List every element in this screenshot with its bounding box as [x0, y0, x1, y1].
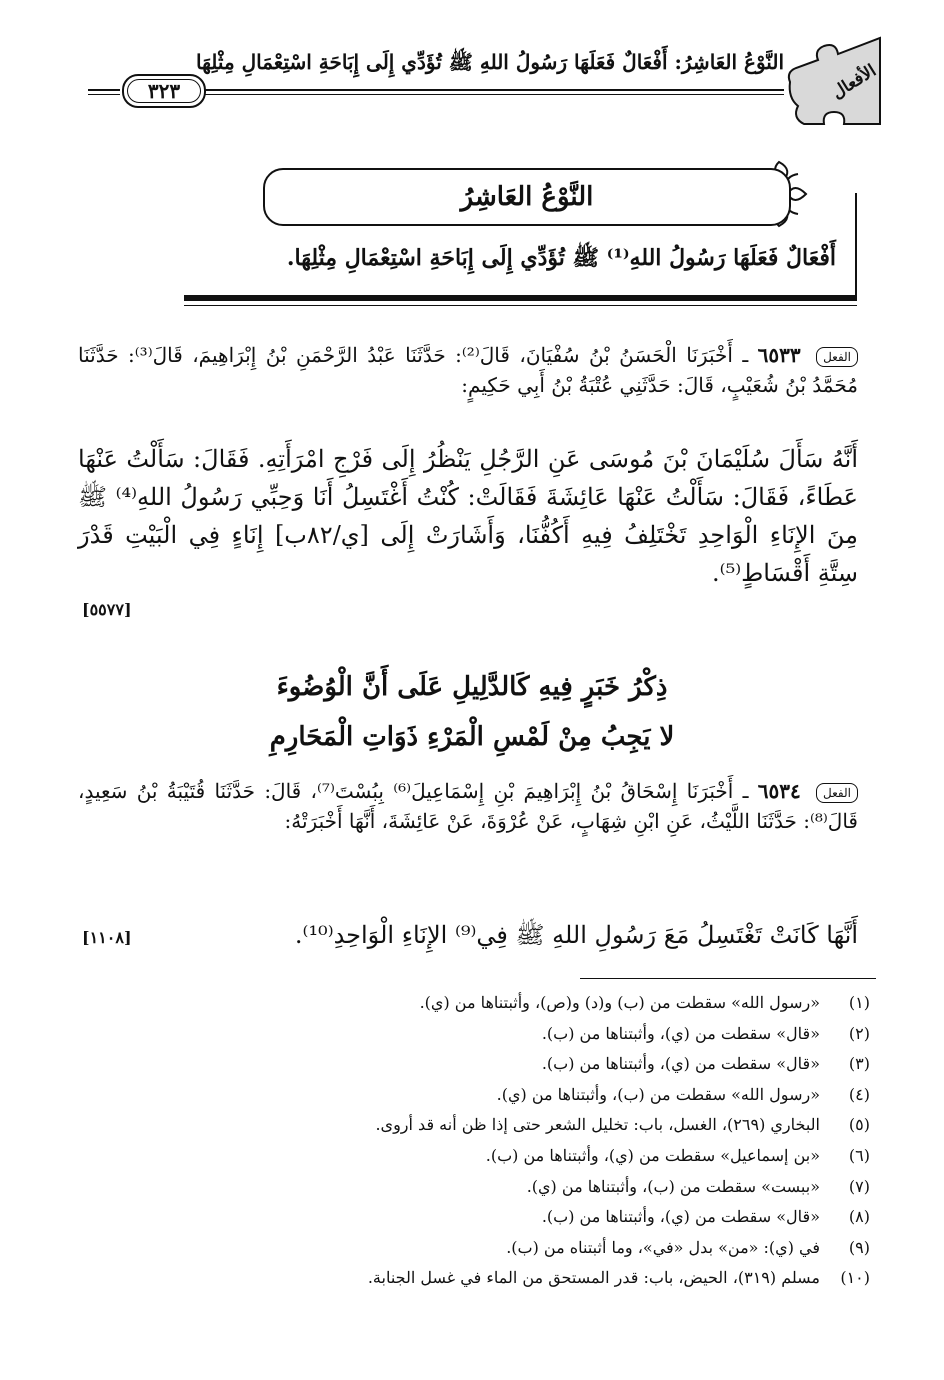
section-subtitle: أَفْعَالٌ فَعَلَهَا رَسُولُ اللهِ⁽¹⁾ ﷺ تُؤَدِّي إِلَى إِبَاحَةِ اسْتِعْمَالِ مِثْلِهَا.	[286, 245, 836, 271]
footnote	[50, 1263, 870, 1294]
footnote-number: (١)	[848, 993, 870, 1012]
footnote-text: «قال» سقطت من (ي)، وأثبتناها من (ب).	[541, 1023, 820, 1043]
hadith-reference: [١١٠٨]	[82, 928, 132, 947]
footnote-text: البخاري (٢٦٩)، الغسل، باب: تخليل الشعر حتى إذا ظن أنه قد أروى.	[375, 1115, 820, 1135]
section-title: النَّوْعُ العَاشِرُ	[460, 182, 594, 212]
hadith-matn: أَنَّهُ سَأَلَ سُلَيْمَانَ بْنَ مُوسَى عَنِ الرَّجُلِ يَنْظُرُ إِلَى فَرْجِ امْرَأَتِهِ. فَقَالَ: سَأَلْتُ عَنْهَا عَطَاءً، فَقَالَ: سَأَلْتُ عَنْهَا عَائِشَةَ فَقَالَتْ: كُنْتُ أَغْتَسِلُ أَنَا وَحِبِّي رَسُولُ اللهِ⁽⁴⁾ ﷺ مِنَ الإِنَاءِ الْوَاحِدِ تَخْتَلِفُ فِيهِ أَكُفُّنَا، وَأَشَارَتْ إِلَى [ي/٨٢ب] إِنَاءٍ فِي الْبَيْتِ قَدْرَ سِتَّةِ أَقْسَاطٍ⁽⁵⁾.	[78, 445, 858, 587]
chapter-heading-line: ذِكْرُ خَبَرٍ فِيهِ كَالدَّلِيلِ عَلَى أَنَّ الْوُضُوءَ	[276, 672, 668, 702]
footnote-text: «رسول الله» سقطت من (ب) و(د) و(ص)، وأثبتناها من (ي).	[419, 993, 820, 1012]
corner-tab-label: الأفعال	[828, 60, 880, 104]
footnote-text: «قال» سقطت من (ي)، وأثبتناها من (ب).	[541, 1207, 820, 1227]
footnote-number: (٦)	[848, 1145, 870, 1165]
section-rule-thick	[184, 295, 857, 301]
hadith-number: ٦٥٣٣	[757, 343, 801, 367]
header-rule-left	[88, 89, 120, 95]
section-rule-thin	[184, 305, 857, 306]
footnote-text: «بن إسماعيل» سقطت من (ي)، وأثبتناها من (ب).	[485, 1145, 820, 1165]
footnote	[50, 988, 870, 1019]
hadith-matn: أَنَّهَا كَانَتْ تَغْتَسِلُ مَعَ رَسُولِ اللهِ ﷺ فِي⁽⁹⁾ الإِنَاءِ الْوَاحِدِ⁽¹⁰⁾.	[294, 921, 858, 949]
footnote	[50, 1019, 870, 1050]
hadith-isnad	[78, 776, 858, 836]
running-header	[0, 0, 944, 140]
header-rule	[205, 89, 784, 95]
footnote	[50, 1172, 870, 1203]
footnote-number: (٢)	[848, 1023, 870, 1043]
footnote-number: (٩)	[848, 1237, 870, 1257]
footnote-number: (٧)	[848, 1176, 870, 1196]
footnote	[50, 1202, 870, 1233]
footnote-text: في (ي): «من» بدل «في»، وما أثبتناه من (ب).	[506, 1237, 820, 1257]
running-title: النَّوْعُ العَاشِرُ: أَفْعَالٌ فَعَلَهَا رَسُولُ اللهِ ﷺ تُؤَدِّي إِلَى إِبَاحَةِ اسْتِعْمَالِ مِثْلِهَا	[195, 50, 784, 74]
hadith-isnad	[78, 340, 858, 400]
chapter-heading-line: لا يَجِبُ مِنْ لَمْسِ الْمَرْءِ ذَوَاتِ الْمَحَارِمِ	[269, 722, 675, 752]
footnote-number: (١٠)	[840, 1268, 870, 1288]
footnote-text: «رسول الله» سقطت من (ب)، وأثبتناها من (ي).	[496, 1084, 820, 1104]
footnote	[50, 1110, 870, 1141]
footnote-text: مسلم (٣١٩)، الحيض، باب: قدر المستحق من الماء في غسل الجنابة.	[367, 1268, 820, 1288]
footnote	[50, 1049, 870, 1080]
page-number-text: ٣٢٣	[147, 79, 181, 103]
hadith-number: ٦٥٣٤	[757, 779, 801, 803]
footnote-number: (٣)	[848, 1054, 870, 1074]
footnote-text: «قال» سقطت من (ي)، وأثبتناها من (ب).	[541, 1054, 820, 1074]
hadith-isnad-text: ـ أَخْبَرَنَا الْحَسَنُ بْنُ سُفْيَانَ، قَالَ⁽²⁾: حَدَّثَنَا عَبْدُ الرَّحْمَنِ بْنُ إِبْرَاهِيمَ، قَالَ⁽³⁾: حَدَّثَنَا مُحَمَّدُ بْنُ شُعَيْبٍ، قَالَ: حَدَّثَنِي عُتْبَةُ بْنُ أَبِي حَكِيمٍ:	[78, 343, 858, 397]
chapter-corner-tab	[784, 32, 886, 128]
footnote	[50, 1141, 870, 1172]
footnote-rule	[580, 978, 876, 979]
hadith-reference: [٥٥٧٧]	[82, 600, 132, 619]
hadith-type-badge: الفعل	[816, 783, 858, 803]
hadith-type-badge: الفعل	[816, 347, 858, 367]
footnote	[50, 1080, 870, 1111]
footnote-number: (٨)	[848, 1207, 870, 1227]
footnote-number: (٥)	[848, 1115, 870, 1135]
footnotes-list	[50, 988, 870, 1294]
hadith-isnad-text: ـ أَخْبَرَنَا إِسْحَاقُ بْنُ إِبْرَاهِيمَ بْنِ إِسْمَاعِيلَ⁽⁶⁾ بِبُسْتَ⁽⁷⁾، قَالَ: حَدَّثَنَا قُتَيْبَةُ بْنُ سَعِيدٍ، قَالَ⁽⁸⁾: حَدَّثَنَا اللَّيْثُ، عَنِ ابْنِ شِهَابٍ، عَنْ عُرْوَةَ، عَنْ عَائِشَةَ، أَنَّهَا أَخْبَرَتْهُ:	[78, 779, 858, 833]
footnote-number: (٤)	[848, 1084, 870, 1104]
section-title-box	[263, 168, 791, 226]
footnote-text: «ببست» سقطت من (ب)، وأثبتناها من (ي).	[526, 1176, 820, 1196]
page-number	[122, 74, 206, 108]
footnote	[50, 1233, 870, 1264]
